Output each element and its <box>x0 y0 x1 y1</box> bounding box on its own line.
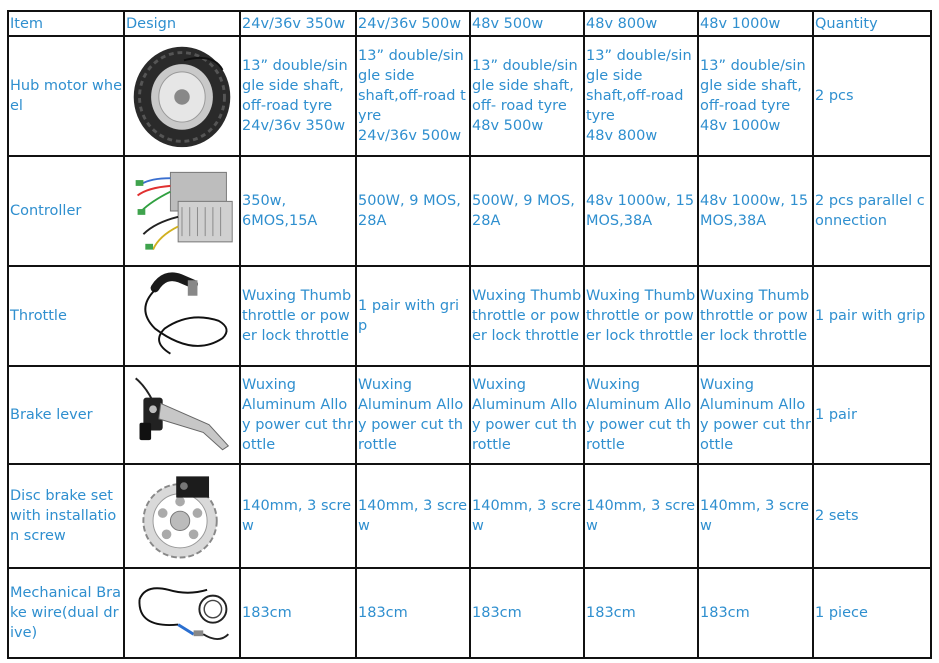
spec-48v-1000w: 13” double/single side shaft, off-road tyre 48v 1000w <box>698 36 813 156</box>
item-name: Throttle <box>8 266 124 366</box>
spec-24-36v-500w: 500W, 9 MOS,28A <box>356 156 470 266</box>
item-name: Controller <box>8 156 124 266</box>
brake-lever-icon <box>126 367 238 463</box>
table-row <box>8 568 931 658</box>
design-cell <box>124 36 240 156</box>
item-name: Mechanical Brake wire(dual drive) <box>8 568 124 658</box>
header-design: Design <box>124 11 240 36</box>
table-row <box>8 266 931 366</box>
item-name: Disc brake set with installation screw <box>8 464 124 568</box>
table-row <box>8 36 931 156</box>
design-cell <box>124 366 240 464</box>
spec-24-36v-500w: 140mm, 3 screw <box>356 464 470 568</box>
spec-24-36v-350w: Wuxing Thumb throttle or power lock throttle <box>240 266 356 366</box>
spec-48v-800w: 183cm <box>584 568 698 658</box>
spec-24-36v-500w: 13” double/single side shaft,off-road tyre 24v/36v 500w <box>356 36 470 156</box>
quantity: 2 sets <box>813 464 931 568</box>
spec-48v-500w: Wuxing Thumb throttle or power lock throttle <box>470 266 584 366</box>
throttle-icon <box>126 267 238 365</box>
hub-motor-wheel-icon <box>126 37 238 155</box>
spec-48v-1000w: Wuxing Aluminum Alloy power cut throttle <box>698 366 813 464</box>
spec-24-36v-350w: Wuxing Aluminum Alloy power cut throttle <box>240 366 356 464</box>
quantity: 1 pair <box>813 366 931 464</box>
spec-24-36v-350w: 350w, 6MOS,15A <box>240 156 356 266</box>
table-row <box>8 464 931 568</box>
spec-48v-800w: 48v 1000w, 15 MOS,38A <box>584 156 698 266</box>
quantity: 2 pcs parallel connection <box>813 156 931 266</box>
brake-wire-icon <box>126 569 238 657</box>
spec-48v-800w: Wuxing Aluminum Alloy power cut throttle <box>584 366 698 464</box>
spec-24-36v-500w: Wuxing Aluminum Alloy power cut throttle <box>356 366 470 464</box>
disc-brake-icon <box>126 465 238 567</box>
spec-48v-500w: 13” double/single side shaft, off- road tyre 48v 500w <box>470 36 584 156</box>
header-24-36v-500w: 24v/36v 500w <box>356 11 470 36</box>
design-cell <box>124 568 240 658</box>
header-48v-500w: 48v 500w <box>470 11 584 36</box>
item-name: Brake lever <box>8 366 124 464</box>
spec-24-36v-500w: 1 pair with grip <box>356 266 470 366</box>
spec-24-36v-500w: 183cm <box>356 568 470 658</box>
spec-48v-800w: Wuxing Thumb throttle or power lock throttle <box>584 266 698 366</box>
spec-48v-800w: 13” double/single side shaft,off-road tyre 48v 800w <box>584 36 698 156</box>
header-item: Item <box>8 11 124 36</box>
controller-icon <box>126 157 238 265</box>
spec-48v-500w: 140mm, 3 screw <box>470 464 584 568</box>
header-24-36v-350w: 24v/36v 350w <box>240 11 356 36</box>
header-48v-800w: 48v 800w <box>584 11 698 36</box>
spec-48v-1000w: 183cm <box>698 568 813 658</box>
header-row <box>8 11 931 36</box>
spec-48v-1000w: Wuxing Thumb throttle or power lock throttle <box>698 266 813 366</box>
spec-24-36v-350w: 183cm <box>240 568 356 658</box>
spec-48v-1000w: 140mm, 3 screw <box>698 464 813 568</box>
spec-48v-1000w: 48v 1000w, 15 MOS,38A <box>698 156 813 266</box>
header-quantity: Quantity <box>813 11 931 36</box>
quantity: 1 pair with grip <box>813 266 931 366</box>
spec-48v-800w: 140mm, 3 screw <box>584 464 698 568</box>
spec-24-36v-350w: 140mm, 3 screw <box>240 464 356 568</box>
spec-48v-500w: 500W, 9 MOS,28A <box>470 156 584 266</box>
table-row <box>8 366 931 464</box>
table-row <box>8 156 931 266</box>
header-48v-1000w: 48v 1000w <box>698 11 813 36</box>
quantity: 1 piece <box>813 568 931 658</box>
item-name: Hub motor wheel <box>8 36 124 156</box>
spec-24-36v-350w: 13” double/single side shaft, off-road tyre 24v/36v 350w <box>240 36 356 156</box>
spec-48v-500w: Wuxing Aluminum Alloy power cut throttle <box>470 366 584 464</box>
design-cell <box>124 156 240 266</box>
spec-table <box>7 10 932 659</box>
design-cell <box>124 266 240 366</box>
quantity: 2 pcs <box>813 36 931 156</box>
design-cell <box>124 464 240 568</box>
spec-48v-500w: 183cm <box>470 568 584 658</box>
